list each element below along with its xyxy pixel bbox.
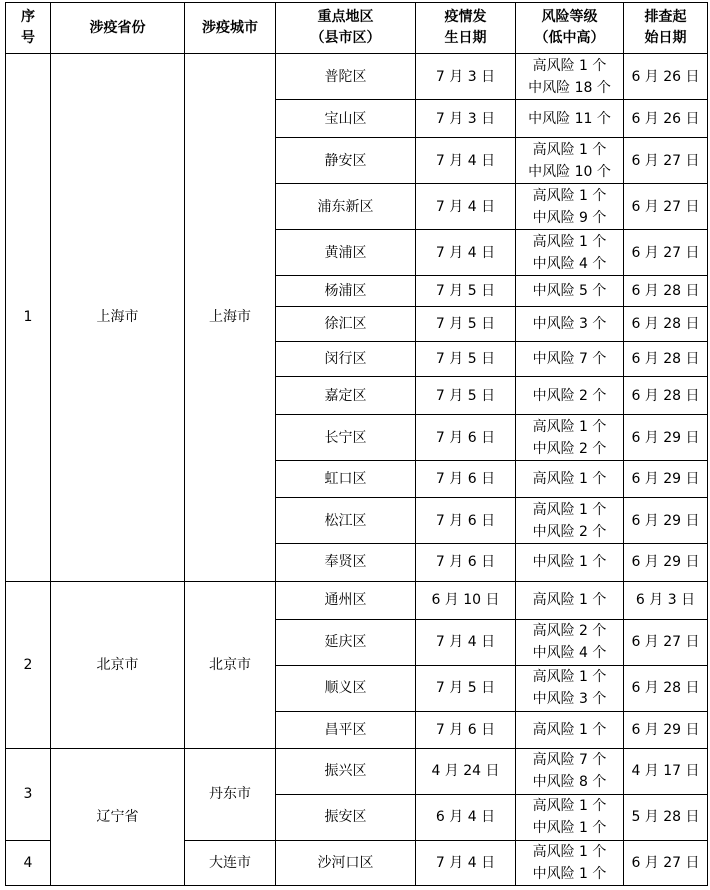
risk-level-cell: 中风险 3 个 (516, 307, 624, 342)
city-cell: 丹东市 (185, 748, 276, 840)
onset-date-cell: 6 月 10 日 (416, 581, 516, 619)
start-date-cell: 6 月 28 日 (624, 276, 708, 307)
risk-level-cell: 中风险 11 个 (516, 100, 624, 138)
district-cell: 嘉定区 (276, 377, 416, 415)
risk-level-cell: 中风险 5 个 (516, 276, 624, 307)
header-province: 涉疫省份 (51, 3, 185, 54)
onset-date-cell: 7 月 5 日 (416, 276, 516, 307)
district-cell: 普陀区 (276, 54, 416, 100)
district-cell: 浦东新区 (276, 184, 416, 230)
start-date-cell: 6 月 28 日 (624, 307, 708, 342)
start-date-cell: 6 月 27 日 (624, 619, 708, 665)
start-date-cell: 6 月 3 日 (624, 581, 708, 619)
seq-cell: 1 (6, 54, 51, 582)
start-date-cell: 6 月 26 日 (624, 54, 708, 100)
risk-level-cell: 高风险 2 个 中风险 4 个 (516, 619, 624, 665)
district-cell: 静安区 (276, 138, 416, 184)
onset-date-cell: 7 月 3 日 (416, 100, 516, 138)
district-cell: 顺义区 (276, 665, 416, 711)
district-cell: 黄浦区 (276, 230, 416, 276)
district-cell: 奉贤区 (276, 544, 416, 581)
city-cell: 北京市 (185, 581, 276, 748)
start-date-cell: 6 月 28 日 (624, 377, 708, 415)
onset-date-cell: 7 月 4 日 (416, 184, 516, 230)
district-cell: 杨浦区 (276, 276, 416, 307)
district-cell: 宝山区 (276, 100, 416, 138)
city-cell: 大连市 (185, 840, 276, 885)
start-date-cell: 6 月 27 日 (624, 840, 708, 885)
start-date-cell: 6 月 29 日 (624, 461, 708, 498)
risk-level-cell: 高风险 1 个 中风险 18 个 (516, 54, 624, 100)
onset-date-cell: 7 月 6 日 (416, 711, 516, 748)
onset-date-cell: 7 月 5 日 (416, 307, 516, 342)
onset-date-cell: 7 月 6 日 (416, 498, 516, 544)
province-cell: 北京市 (51, 581, 185, 748)
onset-date-cell: 7 月 5 日 (416, 377, 516, 415)
table-row (6, 54, 708, 100)
risk-level-cell: 高风险 1 个 中风险 2 个 (516, 498, 624, 544)
header-start-date: 排查起 始日期 (624, 3, 708, 54)
header-risk-level: 风险等级 （低中高） (516, 3, 624, 54)
risk-level-cell: 高风险 1 个 中风险 2 个 (516, 415, 624, 461)
start-date-cell: 6 月 26 日 (624, 100, 708, 138)
onset-date-cell: 7 月 3 日 (416, 54, 516, 100)
onset-date-cell: 7 月 5 日 (416, 665, 516, 711)
header-seq: 序 号 (6, 3, 51, 54)
start-date-cell: 4 月 17 日 (624, 748, 708, 794)
province-cell: 辽宁省 (51, 748, 185, 885)
district-cell: 通州区 (276, 581, 416, 619)
start-date-cell: 6 月 27 日 (624, 138, 708, 184)
risk-level-cell: 高风险 1 个 中风险 3 个 (516, 665, 624, 711)
start-date-cell: 6 月 29 日 (624, 711, 708, 748)
district-cell: 振安区 (276, 794, 416, 840)
start-date-cell: 6 月 29 日 (624, 498, 708, 544)
risk-area-table (5, 2, 708, 886)
risk-level-cell: 中风险 7 个 (516, 342, 624, 377)
start-date-cell: 6 月 27 日 (624, 230, 708, 276)
header-district: 重点地区 （县市区） (276, 3, 416, 54)
start-date-cell: 6 月 27 日 (624, 184, 708, 230)
onset-date-cell: 6 月 4 日 (416, 794, 516, 840)
risk-level-cell: 高风险 1 个 中风险 1 个 (516, 840, 624, 885)
table-body (6, 54, 708, 886)
start-date-cell: 6 月 28 日 (624, 342, 708, 377)
onset-date-cell: 7 月 4 日 (416, 840, 516, 885)
onset-date-cell: 7 月 4 日 (416, 138, 516, 184)
risk-level-cell: 高风险 1 个 中风险 4 个 (516, 230, 624, 276)
seq-cell: 4 (6, 840, 51, 885)
risk-level-cell: 高风险 1 个 (516, 461, 624, 498)
start-date-cell: 6 月 29 日 (624, 544, 708, 581)
district-cell: 振兴区 (276, 748, 416, 794)
district-cell: 闵行区 (276, 342, 416, 377)
table-row (6, 581, 708, 619)
header-onset-date: 疫情发 生日期 (416, 3, 516, 54)
risk-level-cell: 高风险 1 个 中风险 1 个 (516, 794, 624, 840)
onset-date-cell: 7 月 5 日 (416, 342, 516, 377)
city-cell: 上海市 (185, 54, 276, 582)
district-cell: 延庆区 (276, 619, 416, 665)
risk-level-cell: 高风险 1 个 中风险 9 个 (516, 184, 624, 230)
onset-date-cell: 7 月 4 日 (416, 230, 516, 276)
risk-level-cell: 高风险 7 个 中风险 8 个 (516, 748, 624, 794)
start-date-cell: 5 月 28 日 (624, 794, 708, 840)
table-row (6, 748, 708, 794)
onset-date-cell: 7 月 6 日 (416, 415, 516, 461)
risk-level-cell: 高风险 1 个 (516, 711, 624, 748)
district-cell: 长宁区 (276, 415, 416, 461)
onset-date-cell: 7 月 6 日 (416, 461, 516, 498)
header-row (6, 3, 708, 54)
seq-cell: 2 (6, 581, 51, 748)
district-cell: 虹口区 (276, 461, 416, 498)
district-cell: 昌平区 (276, 711, 416, 748)
district-cell: 徐汇区 (276, 307, 416, 342)
risk-level-cell: 中风险 2 个 (516, 377, 624, 415)
risk-level-cell: 中风险 1 个 (516, 544, 624, 581)
seq-cell: 3 (6, 748, 51, 840)
onset-date-cell: 7 月 4 日 (416, 619, 516, 665)
start-date-cell: 6 月 29 日 (624, 415, 708, 461)
header-city: 涉疫城市 (185, 3, 276, 54)
onset-date-cell: 4 月 24 日 (416, 748, 516, 794)
district-cell: 沙河口区 (276, 840, 416, 885)
onset-date-cell: 7 月 6 日 (416, 544, 516, 581)
province-cell: 上海市 (51, 54, 185, 582)
district-cell: 松江区 (276, 498, 416, 544)
start-date-cell: 6 月 28 日 (624, 665, 708, 711)
risk-level-cell: 高风险 1 个 (516, 581, 624, 619)
risk-level-cell: 高风险 1 个 中风险 10 个 (516, 138, 624, 184)
